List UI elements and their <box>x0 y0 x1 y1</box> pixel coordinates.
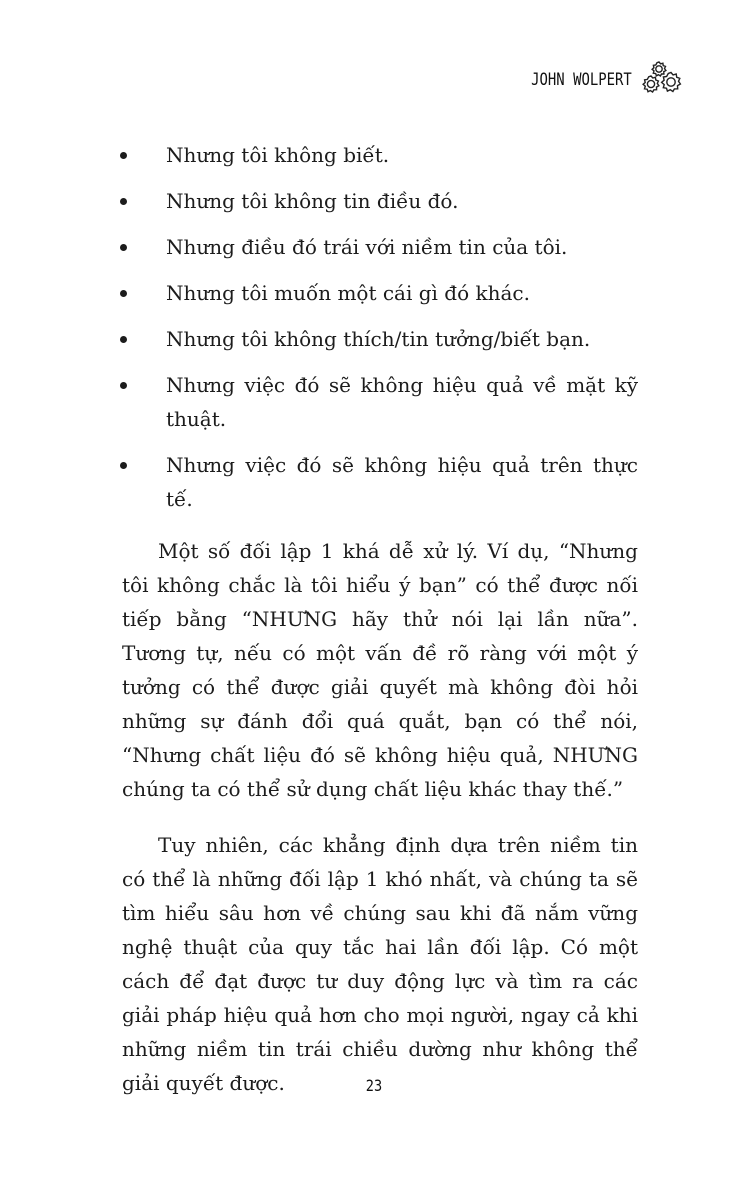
bullet-icon <box>120 198 127 205</box>
list-item: Nhưng tôi không thích/tin tưởng/biết bạn. <box>122 322 638 356</box>
bullet-icon <box>120 290 127 297</box>
bullet-icon <box>120 152 127 159</box>
list-item: Nhưng tôi muốn một cái gì đó khác. <box>122 276 638 310</box>
bullet-icon <box>120 462 127 469</box>
list-item: Nhưng tôi không tin điều đó. <box>122 184 638 218</box>
bullet-icon <box>120 244 127 251</box>
bullet-list <box>122 138 638 516</box>
bullet-icon <box>120 336 127 343</box>
gears-icon <box>640 60 684 100</box>
author-name: JOHN WOLPERT <box>531 70 632 90</box>
page-number: 23 <box>365 1076 383 1095</box>
running-header <box>509 60 684 100</box>
bullet-icon <box>120 382 127 389</box>
list-item: Nhưng tôi không biết. <box>122 138 638 172</box>
body-paragraph: Một số đối lập 1 khá dễ xử lý. Ví dụ, “Nhưng tôi không chắc là tôi hiểu ý bạn” có thể được nối tiếp bằng “NHƯNG hãy thử nói lại lần nữa”. Tương tự, nếu có một vấn đề rõ ràng với một ý tưởng có thể được giải quyết mà không đòi hỏi những sự đánh đổi quá quắt, bạn có thể nói, “Nhưng chất liệu đó sẽ không hiệu quả, NHƯNG chúng ta có thể sử dụng chất liệu khác thay thế.” <box>122 539 638 801</box>
list-item: Nhưng việc đó sẽ không hiệu quả trên thực tế. <box>122 448 638 516</box>
body-paragraph: Tuy nhiên, các khẳng định dựa trên niềm tin có thể là những đối lập 1 khó nhất, và chúng ta sẽ tìm hiểu sâu hơn về chúng sau khi đã nắm vững nghệ thuật của quy tắc hai lần đối lập. Có một cách để đạt được tư duy động lực và tìm ra các giải pháp hiệu quả hơn cho mọi người, ngay cả khi những niềm tin trái chiều dường như không thể giải quyết được. <box>122 833 638 1095</box>
list-item: Nhưng điều đó trái với niềm tin của tôi. <box>122 230 638 264</box>
list-item: Nhưng việc đó sẽ không hiệu quả về mặt kỹ thuật. <box>122 368 638 436</box>
page-content <box>122 138 638 1100</box>
